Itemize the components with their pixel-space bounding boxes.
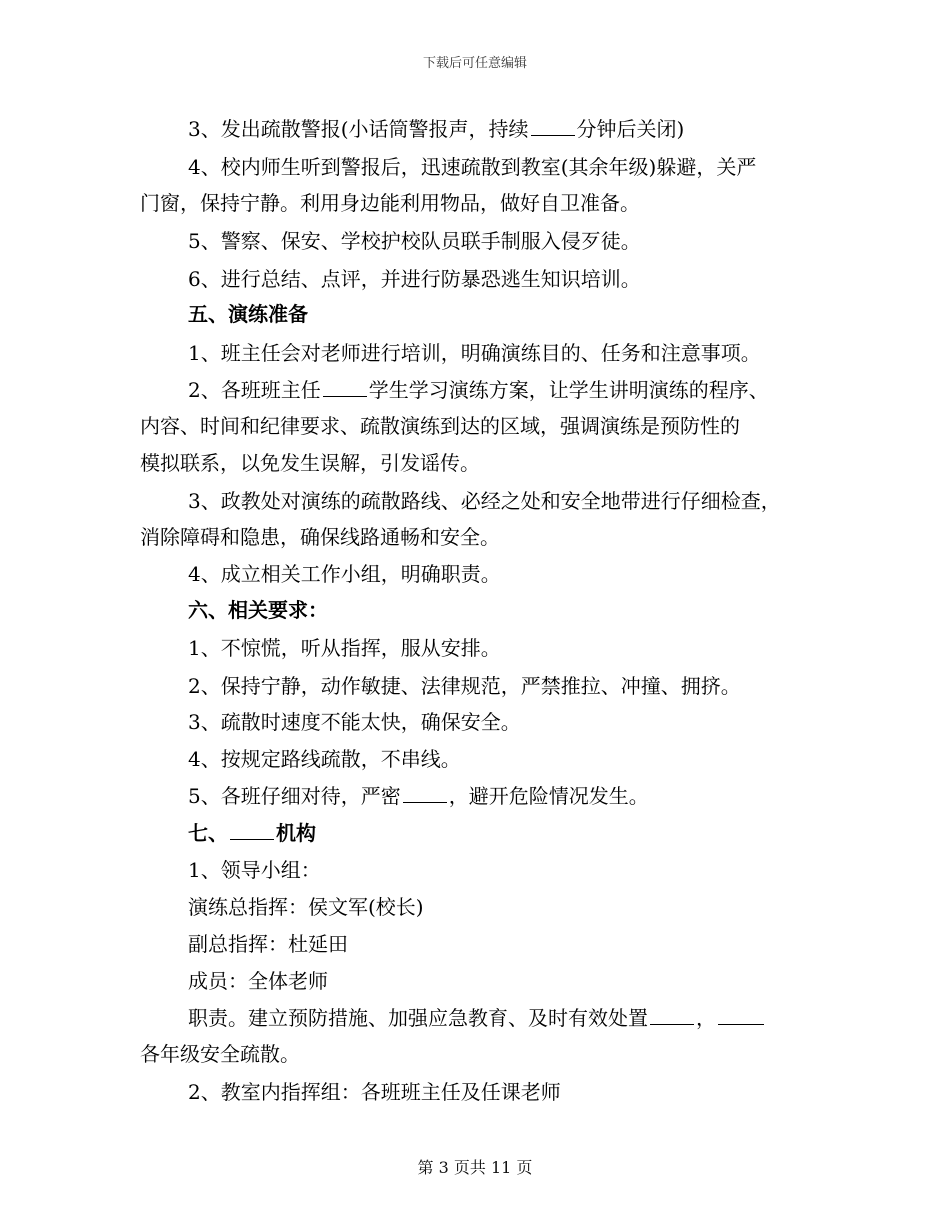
text-line: 模拟联系，以免发生误解，引发谣传。 (140, 451, 480, 475)
text-line: 演练总指挥：侯文军(校长) (188, 895, 424, 919)
text-line: 内容、时间和纪律要求、疏散演练到达的区域，强调演练是预防性的 (140, 414, 740, 438)
section-heading: 五、演练准备 (188, 302, 308, 326)
text-line: 1、不惊慌，听从指挥，服从安排。 (188, 636, 501, 660)
text-line: 2、教室内指挥组：各班班主任及任课老师 (188, 1080, 561, 1104)
text-line: 1、领导小组： (188, 858, 321, 882)
text-line: 4、校内师生听到警报后，迅速疏散到教室(其余年级)躲避，关严 (188, 155, 757, 179)
text-line: 消除障碍和隐患，确保线路通畅和安全。 (140, 525, 500, 549)
text-line: 副总指挥：杜延田 (188, 932, 348, 956)
section-heading: 七、 机构 (188, 821, 316, 845)
text-line: 5、各班仔细对待，严密 ，避开危险情况发生。 (188, 784, 649, 808)
fill-blank (403, 784, 447, 803)
text-line: 2、保持宁静，动作敏捷、法律规范，严禁推拉、冲撞、拥挤。 (188, 674, 741, 698)
fill-blank (531, 117, 575, 136)
text-line: 1、班主任会对老师进行培训，明确演练目的、任务和注意事项。 (188, 341, 761, 365)
fill-blank (650, 1006, 694, 1025)
text-line: 5、警察、保安、学校护校队员联手制服入侵歹徒。 (188, 229, 641, 253)
text-line: 职责。建立预防措施、加强应急教育、及时有效处置 ， (188, 1005, 766, 1031)
text-line: 4、成立相关工作小组，明确职责。 (188, 562, 501, 586)
page-header: 下载后可任意编辑 (422, 56, 527, 71)
text-line: 3、发出疏散警报(小话筒警报声，持续 分钟后关闭) (188, 117, 685, 141)
text-line: 成员：全体老师 (188, 969, 328, 993)
fill-blank (230, 821, 274, 840)
text-line: 2、各班班主任 学生学习演练方案，让学生讲明演练的程序、 (188, 378, 769, 402)
page-footer: 第 3 页共 11 页 (417, 1158, 533, 1177)
text-line: 门窗，保持宁静。利用身边能利用物品，做好自卫准备。 (140, 191, 640, 215)
text-line: 3、政教处对演练的疏散路线、必经之处和安全地带进行仔细检查， (188, 489, 781, 513)
text-line: 3、疏散时速度不能太快，确保安全。 (188, 710, 521, 734)
fill-blank (323, 378, 367, 397)
text-line: 各年级安全疏散。 (140, 1042, 300, 1066)
section-heading: 六、相关要求： (188, 598, 328, 622)
text-line: 6、进行总结、点评，并进行防暴恐逃生知识培训。 (188, 267, 641, 291)
fill-blank (718, 1006, 764, 1025)
text-line: 4、按规定路线疏散，不串线。 (188, 747, 461, 771)
